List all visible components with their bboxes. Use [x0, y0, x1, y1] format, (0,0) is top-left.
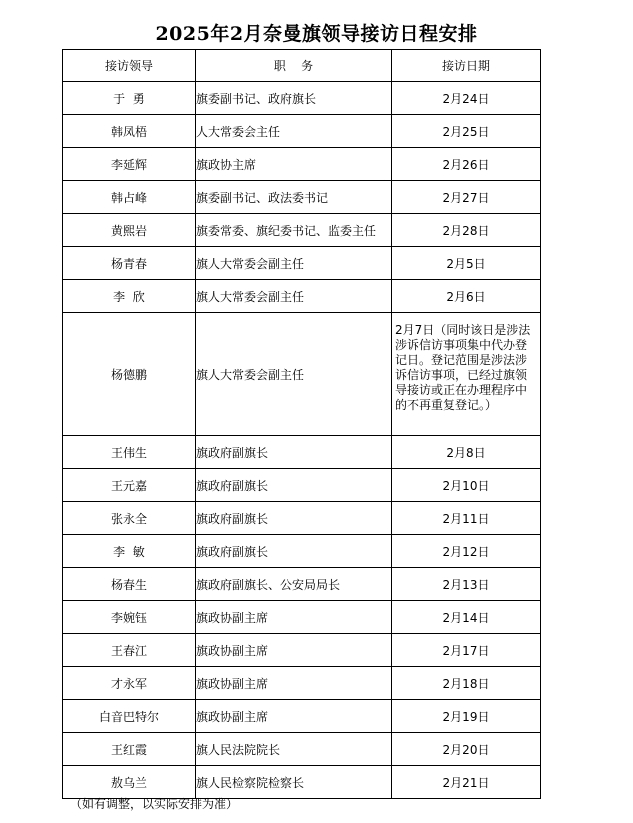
visit-date: 2月10日: [392, 469, 541, 502]
header-name: 接访领导: [63, 50, 196, 82]
table-row: [63, 733, 541, 766]
leader-name: 李 敏: [63, 535, 196, 568]
leader-position: 人大常委会主任: [196, 115, 392, 148]
table-row: [63, 568, 541, 601]
leader-position: 旗政府副旗长、公安局局长: [196, 568, 392, 601]
visit-date: 2月6日: [392, 280, 541, 313]
leader-name: 白音巴特尔: [63, 700, 196, 733]
leader-name: 王春江: [63, 634, 196, 667]
visit-date: 2月19日: [392, 700, 541, 733]
table-row: [63, 214, 541, 247]
leader-name: 王红霞: [63, 733, 196, 766]
visit-date: 2月21日: [392, 766, 541, 799]
leader-position: 旗政协副主席: [196, 634, 392, 667]
leader-position: 旗委副书记、政法委书记: [196, 181, 392, 214]
visit-date: 2月5日: [392, 247, 541, 280]
leader-position: 旗政府副旗长: [196, 502, 392, 535]
visit-date: 2月11日: [392, 502, 541, 535]
table-row: [63, 535, 541, 568]
leader-name: 杨春生: [63, 568, 196, 601]
table-row: [63, 280, 541, 313]
header-date: 接访日期: [392, 50, 541, 82]
leader-position: 旗政府副旗长: [196, 469, 392, 502]
visit-date-note: 2月7日（同时该日是涉法涉诉信访事项集中代办登记日。登记范围是涉法涉诉信访事项，已经过旗领导接访或正在办理程序中的不再重复登记。）: [392, 313, 541, 436]
schedule-table: [62, 49, 541, 799]
table-row: [63, 766, 541, 799]
page-title: 2025年2月奈曼旗领导接访日程安排: [155, 23, 478, 45]
visit-date: 2月12日: [392, 535, 541, 568]
table-row: [63, 148, 541, 181]
leader-position: 旗委副书记、政府旗长: [196, 82, 392, 115]
header-position: 职 务: [196, 50, 392, 82]
visit-date: 2月20日: [392, 733, 541, 766]
visit-date: 2月25日: [392, 115, 541, 148]
leader-name: 黄熙岩: [63, 214, 196, 247]
leader-position: 旗人民法院院长: [196, 733, 392, 766]
visit-date: 2月27日: [392, 181, 541, 214]
leader-name: 韩凤梧: [63, 115, 196, 148]
leader-name: 张永全: [63, 502, 196, 535]
table-row: [63, 181, 541, 214]
table-row: [63, 601, 541, 634]
table-row: [63, 502, 541, 535]
visit-date: 2月17日: [392, 634, 541, 667]
footnote: （如有调整，以实际安排为准）: [70, 797, 239, 811]
visit-date: 2月18日: [392, 667, 541, 700]
leader-name: 李延辉: [63, 148, 196, 181]
leader-name: 王伟生: [63, 436, 196, 469]
table-row: [63, 700, 541, 733]
leader-position: 旗政府副旗长: [196, 535, 392, 568]
table-row: [63, 634, 541, 667]
visit-date: 2月26日: [392, 148, 541, 181]
leader-position: 旗人大常委会副主任: [196, 280, 392, 313]
table-row: [63, 247, 541, 280]
leader-position: 旗委常委、旗纪委书记、监委主任: [196, 214, 392, 247]
leader-position: 旗政协副主席: [196, 667, 392, 700]
table-row: [63, 115, 541, 148]
leader-position: 旗人大常委会副主任: [196, 313, 392, 436]
leader-name: 李 欣: [63, 280, 196, 313]
leader-position: 旗政协主席: [196, 148, 392, 181]
leader-name: 于 勇: [63, 82, 196, 115]
leader-position: 旗政协副主席: [196, 601, 392, 634]
leader-position: 旗人大常委会副主任: [196, 247, 392, 280]
leader-name: 敖乌兰: [63, 766, 196, 799]
leader-position: 旗政协副主席: [196, 700, 392, 733]
leader-name: 杨德鹏: [63, 313, 196, 436]
visit-date: 2月13日: [392, 568, 541, 601]
leader-name: 杨青春: [63, 247, 196, 280]
table-row: [63, 82, 541, 115]
visit-date: 2月14日: [392, 601, 541, 634]
table-header-row: [63, 50, 541, 82]
leader-position: 旗政府副旗长: [196, 436, 392, 469]
table-row: [63, 313, 541, 436]
table-row: [63, 469, 541, 502]
visit-date: 2月8日: [392, 436, 541, 469]
leader-name: 李婉钰: [63, 601, 196, 634]
leader-position: 旗人民检察院检察长: [196, 766, 392, 799]
leader-name: 才永军: [63, 667, 196, 700]
table-row: [63, 436, 541, 469]
table-row: [63, 667, 541, 700]
visit-date: 2月28日: [392, 214, 541, 247]
visit-date: 2月24日: [392, 82, 541, 115]
leader-name: 韩占峰: [63, 181, 196, 214]
leader-name: 王元嘉: [63, 469, 196, 502]
